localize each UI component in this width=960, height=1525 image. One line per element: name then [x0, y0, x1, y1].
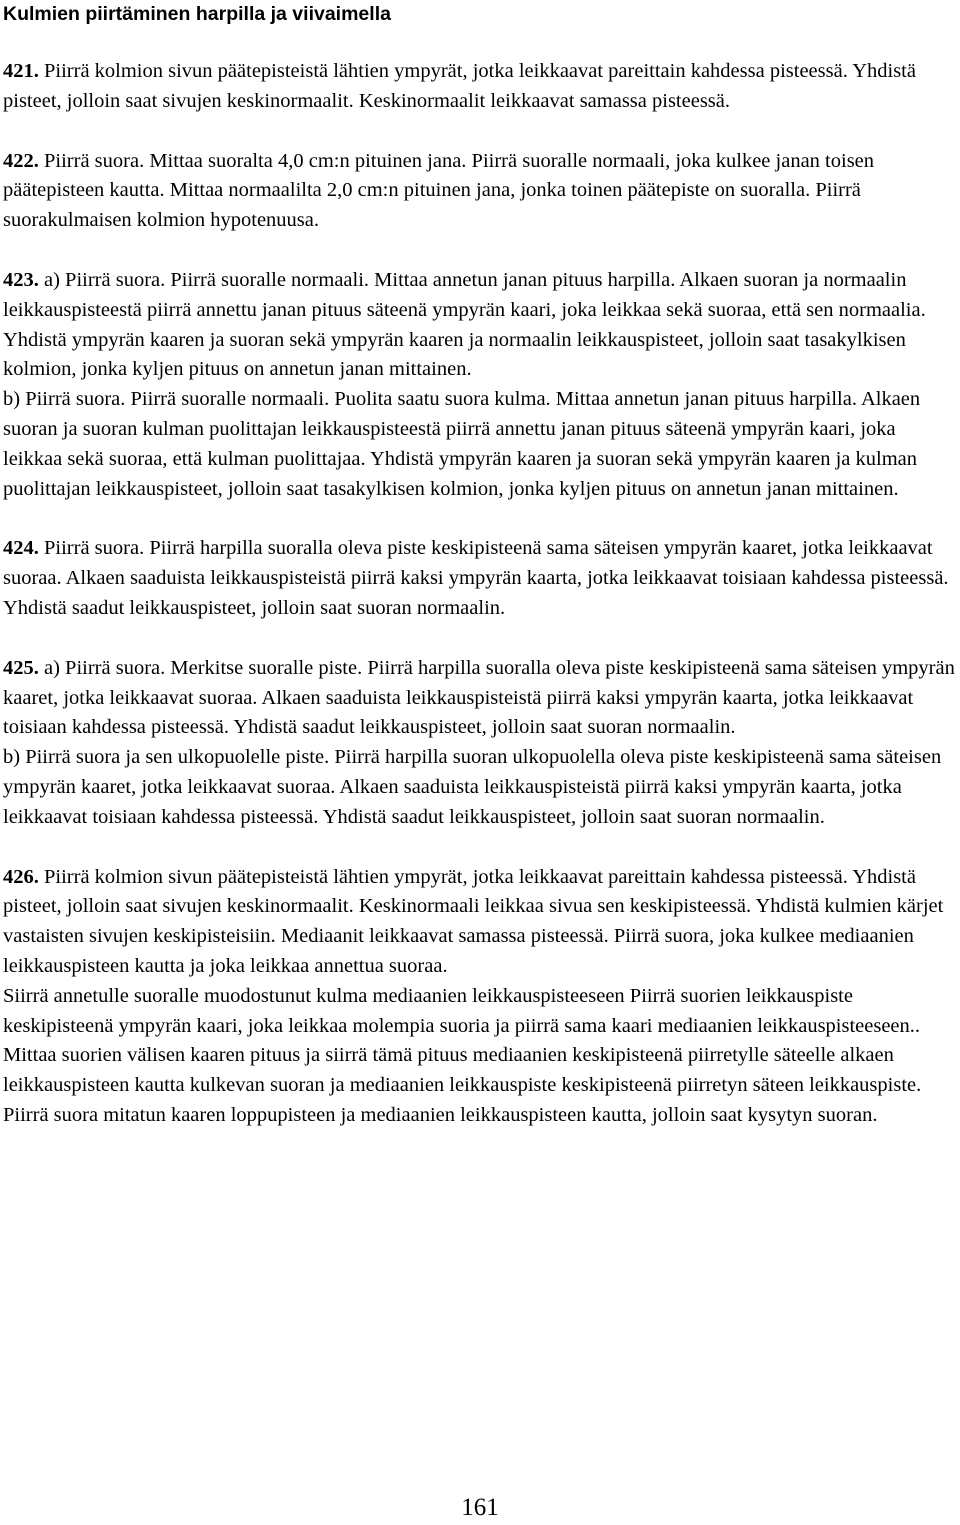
exercise-421	[3, 57, 957, 117]
page-title: Kulmien piirtäminen harpilla ja viivaimella	[3, 3, 391, 25]
exercise-426	[3, 863, 957, 1131]
document-page	[3, 0, 957, 1131]
exercise-number: 425.	[3, 656, 39, 679]
exercise-paragraph: Siirrä annetulle suoralle muodostunut kulma mediaanien leikkauspisteeseen Piirrä suorien leikkauspiste keskipisteenä ympyrän kaari, joka leikkaa molempia suoria ja piirrä sama kaari mediaanien leikkauspisteeseen.. Mittaa suorien välisen kaaren pituus ja siirrä tämä pituus mediaanien keskipisteenä piirretylle säteelle alkaen leikkauspisteen kautta kulkevan suoran ja mediaanien leikkauspiste keskipisteenä piirretyn säteen leikkauspiste. Piirrä suora mitatun kaaren loppupisteen ja mediaanien leikkauspisteen kautta, jolloin saat kysytyn suoran.	[3, 984, 922, 1126]
exercise-text: Piirrä kolmion sivun päätepisteistä lähtien ympyrät, jotka leikkaavat pareittain kahdessa pisteessä. Yhdistä pisteet, jolloin saat sivujen keskinormaalit. Keskinormaalit leikkaavat samassa pisteessä.	[3, 60, 916, 112]
exercise-425	[3, 654, 957, 833]
exercise-422	[3, 147, 957, 236]
exercise-paragraph: b) Piirrä suora ja sen ulkopuolelle piste. Piirrä harpilla suoran ulkopuolella oleva piste keskipisteenä sama säteisen ympyrän kaaret, jotka leikkaavat suoraa. Alkaen saaduista leikkauspisteistä piirrä kaksi ympyrän kaarta, jotka leikkaavat toisiaan kahdessa pisteessä. Yhdistä saadut leikkauspisteet, jolloin saat suoran normaalin.	[3, 746, 942, 828]
exercise-number: 424.	[3, 537, 39, 560]
exercise-paragraph: b) Piirrä suora. Piirrä suoralle normaali. Puolita saatu suora kulma. Mittaa annetun janan pituus harpilla. Alkaen suoran ja suoran kulman puolittajan leikkauspisteestä piirrä annettu janan pituus säteenä ympyrän kaari, joka leikkaa sekä suoraa, että kulman puolittajaa. Yhdistä ympyrän kaaren ja suoran sekä ympyrän kaaren ja kulman puolittajan leikkauspisteet, jolloin saat tasakylkisen kolmion, jonka kyljen pituus on annetun janan mittainen.	[3, 388, 921, 500]
spacer	[3, 117, 957, 147]
exercise-paragraph	[3, 863, 957, 982]
exercise-paragraph	[3, 534, 957, 623]
exercise-text: Piirrä kolmion sivun päätepisteistä lähtien ympyrät, jotka leikkaavat pareittain kahdessa pisteessä. Yhdistä pisteet, jolloin saat sivujen keskinormaalit. Keskinormaali leikkaa sivua sen keskipisteessä. Yhdistä kulmien kärjet vastaisten sivujen keskipisteisiin. Mediaanit leikkaavat samassa pisteessä. Piirrä suora, joka kulkee mediaanien leikkauspisteen kautta ja joka leikkaa annettua suoraa.	[3, 865, 944, 977]
exercise-paragraph	[3, 654, 957, 743]
exercise-paragraph	[3, 147, 957, 236]
spacer	[3, 833, 957, 863]
exercise-424	[3, 534, 957, 623]
spacer	[3, 624, 957, 654]
spacer	[3, 28, 957, 57]
spacer	[3, 504, 957, 534]
exercise-paragraph	[3, 266, 957, 385]
exercise-text: Piirrä suora. Mittaa suoralta 4,0 cm:n pituinen jana. Piirrä suoralle normaali, joka kulkee janan toisen päätepisteen kautta. Mittaa normaalilta 2,0 cm:n pituinen jana, jonka toinen päätepiste on suoralla. Piirrä suorakulmaisen kolmion hypotenuusa.	[3, 149, 875, 232]
exercise-text: Piirrä suora. Piirrä harpilla suoralla oleva piste keskipisteenä sama säteisen ympyrän kaaret, jotka leikkaavat suoraa. Alkaen saaduista leikkauspisteistä piirrä kaksi ympyrän kaarta, jotka leikkaavat toisiaan kahdessa pisteessä. Yhdistä saadut leikkauspisteet, jolloin saat suoran normaalin.	[3, 537, 949, 619]
exercise-number: 423.	[3, 268, 39, 291]
exercise-paragraph	[3, 57, 957, 117]
exercise-number: 426.	[3, 865, 39, 888]
exercise-text: a) Piirrä suora. Piirrä suoralle normaali. Mittaa annetun janan pituus harpilla. Alkaen suoran ja normaalin leikkauspisteestä piirrä annettu janan pituus säteenä ympyrän kaari, joka leikkaa sekä suoraa, että sen normaalia. Yhdistä ympyrän kaaren ja suoran sekä ympyrän kaaren ja normaalin leikkauspisteet, jolloin saat tasakylkisen kolmion, jonka kyljen pituus on annetun janan mittainen.	[3, 268, 926, 381]
exercise-number: 422.	[3, 149, 39, 172]
exercise-423	[3, 266, 957, 504]
exercise-number: 421.	[3, 60, 39, 82]
spacer	[3, 236, 957, 266]
page-number: 161	[461, 1494, 499, 1521]
exercise-text: a) Piirrä suora. Merkitse suoralle piste. Piirrä harpilla suoralla oleva piste keskipisteenä sama säteisen ympyrän kaaret, jotka leikkaavat suoraa. Alkaen saaduista leikkauspisteistä piirrä kaksi ympyrän kaarta, jotka leikkaavat toisiaan kahdessa pisteessä. Yhdistä saadut leikkauspisteet, jolloin saat suoran normaalin.	[3, 656, 955, 739]
